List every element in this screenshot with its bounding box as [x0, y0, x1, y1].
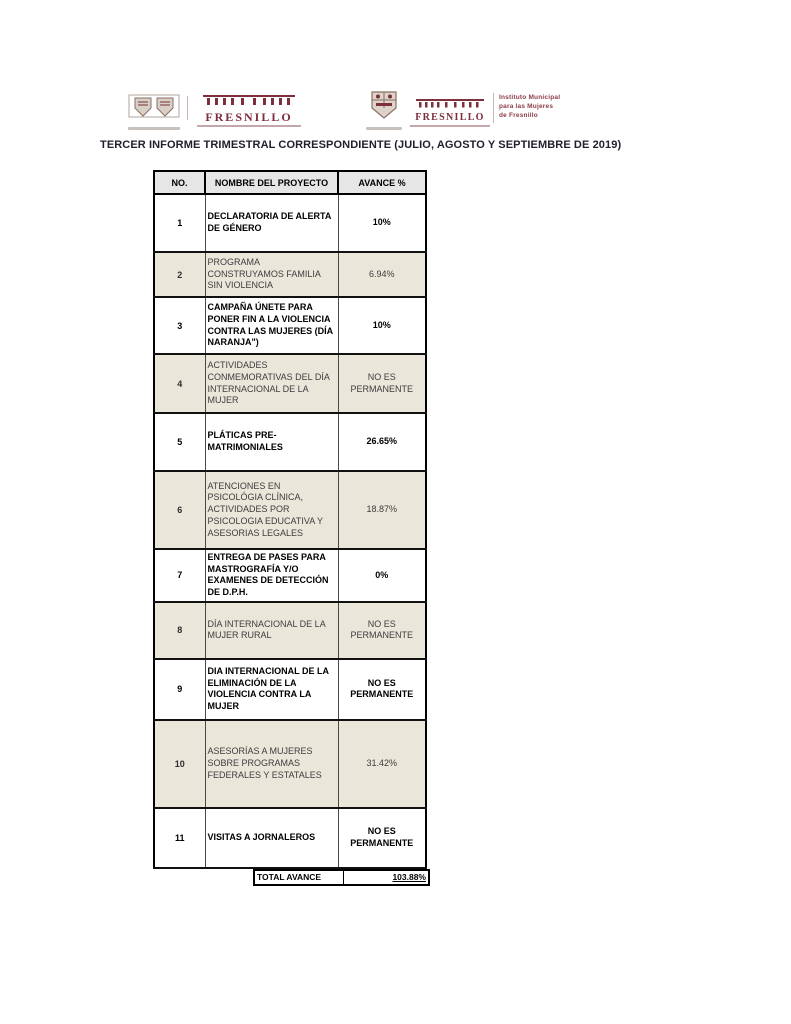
projects-table: [153, 170, 427, 869]
colonnade-building-icon: [201, 95, 297, 106]
avance-value: NO ES PERMANENTE: [338, 808, 426, 868]
table-row: [154, 549, 426, 602]
column-header-no: NO.: [154, 171, 205, 194]
table-row: [154, 194, 426, 252]
project-name: ENTREGA DE PASES PARA MASTROGRAFÍA Y/O EXAMENES DE DETECCIÓN DE D.P.H.: [205, 549, 338, 602]
project-name: ATENCIONES EN PSICOLÓGIA CLÍNICA, ACTIVIDADES POR PSICOLOGIA EDUCATIVA Y ASESORIAS LEGALES: [205, 471, 338, 549]
institute-line-3: de Fresnillo: [499, 111, 538, 119]
logo-divider: [493, 93, 494, 123]
total-label: TOTAL AVANCE: [255, 871, 344, 884]
twin-shield-icon: [128, 94, 180, 120]
project-name: ASESORÍAS A MUJERES SOBRE PROGRAMAS FEDERALES Y ESTATALES: [205, 720, 338, 808]
wordmark-tagline-line: [410, 125, 490, 127]
wordmark-tagline-line: [197, 125, 301, 127]
table-row: [154, 297, 426, 354]
crest-caption-line: [366, 127, 402, 130]
project-name: DECLARATORIA DE ALERTA DE GÉNERO: [205, 194, 338, 252]
fresnillo-logo-left: [197, 93, 301, 127]
projects-table-wrap: [153, 170, 430, 886]
table-row: [154, 413, 426, 471]
logo-band: [0, 88, 791, 132]
avance-value: 31.42%: [338, 720, 426, 808]
table-row: [154, 720, 426, 808]
page-title: TERCER INFORME TRIMESTRAL CORRESPONDIENTE (JULIO, AGOSTO Y SEPTIEMBRE DE 2019): [100, 139, 622, 151]
state-crest-icon: [366, 90, 402, 130]
avance-value: NO ES PERMANENTE: [338, 602, 426, 659]
table-row: [154, 252, 426, 297]
table-row: [154, 808, 426, 868]
avance-value: 10%: [338, 194, 426, 252]
table-row: [154, 659, 426, 720]
projects-table-body: [154, 194, 426, 868]
avance-value: 0%: [338, 549, 426, 602]
table-row: [154, 602, 426, 659]
table-header: [154, 171, 426, 194]
avance-value: NO ES PERMANENTE: [338, 659, 426, 720]
project-name: PLÁTICAS PRE-MATRIMONIALES: [205, 413, 338, 471]
municipal-crest-icon: [128, 94, 180, 130]
avance-value: 18.87%: [338, 471, 426, 549]
project-name: DIA INTERNACIONAL DE LA ELIMINACIÓN DE LA VIOLENCIA CONTRA LA MUJER: [205, 659, 338, 720]
row-number: 9: [154, 659, 205, 720]
total-value: 103.88%: [392, 872, 426, 883]
project-name: DÍA INTERNACIONAL DE LA MUJER RURAL: [205, 602, 338, 659]
fresnillo-wordmark-left: FRESNILLO: [205, 110, 293, 124]
avance-value: NO ES PERMANENTE: [338, 354, 426, 413]
row-number: 8: [154, 602, 205, 659]
project-name: CAMPAÑA ÚNETE PARA PONER FIN A LA VIOLENCIA CONTRA LAS MUJERES (DÍA NARANJA"): [205, 297, 338, 354]
colonnade-building-icon: [414, 99, 486, 108]
institute-line-1: Instituto Municipal: [499, 94, 561, 101]
column-header-avance: AVANCE %: [338, 171, 426, 194]
row-number: 11: [154, 808, 205, 868]
project-name: ACTIVIDADES CONMEMORATIVAS DEL DÍA INTERNACIONAL DE LA MUJER: [205, 354, 338, 413]
project-name: VISITAS A JORNALEROS: [205, 808, 338, 868]
row-number: 10: [154, 720, 205, 808]
avance-value: 6.94%: [338, 252, 426, 297]
fresnillo-logo-right: [410, 95, 490, 127]
crest-caption-line: [128, 127, 180, 130]
total-row: [253, 869, 430, 886]
institute-line-2: para las Mujeres: [499, 102, 554, 110]
institute-name: [499, 94, 560, 120]
table-row: [154, 354, 426, 413]
shield-icon: [366, 90, 402, 120]
avance-value: 10%: [338, 297, 426, 354]
logo-divider: [187, 96, 188, 120]
fresnillo-wordmark-right: FRESNILLO: [415, 112, 485, 123]
column-header-nombre: NOMBRE DEL PROYECTO: [205, 171, 338, 194]
table-row: [154, 471, 426, 549]
row-number: 1: [154, 194, 205, 252]
row-number: 7: [154, 549, 205, 602]
row-number: 5: [154, 413, 205, 471]
row-number: 6: [154, 471, 205, 549]
row-number: 2: [154, 252, 205, 297]
avance-value: 26.65%: [338, 413, 426, 471]
project-name: PROGRAMA CONSTRUYAMOS FAMILIA SIN VIOLENCIA: [205, 252, 338, 297]
row-number: 4: [154, 354, 205, 413]
row-number: 3: [154, 297, 205, 354]
